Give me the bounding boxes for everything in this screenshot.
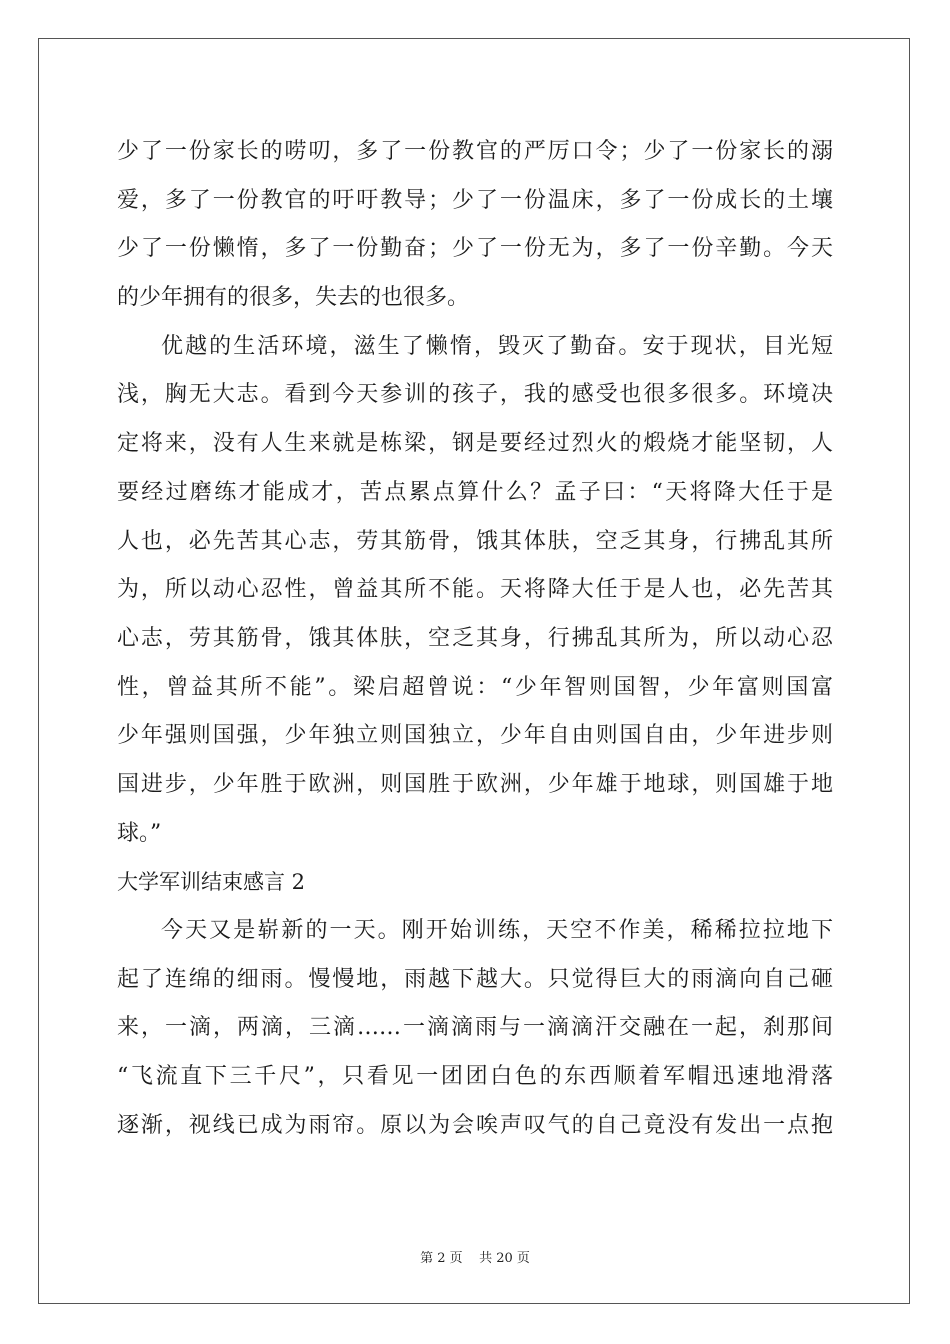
page-number-footer: 第 2 页 共 20 页: [420, 1251, 530, 1266]
text-line: 来，一滴，两滴，三滴……一滴滴雨与一滴滴汗交融在一起，刹那间: [117, 1015, 833, 1041]
text-line: 定将来，没有人生来就是栋梁，钢是要经过烈火的煅烧才能坚韧，人: [117, 431, 833, 457]
text-line: 逐渐，视线已成为雨帘。原以为会唉声叹气的自己竟没有发出一点抱: [117, 1112, 833, 1138]
text-line: 少了一份懒惰，多了一份勤奋；少了一份无为，多了一份辛勤。今天: [117, 236, 833, 262]
text-line: 爱，多了一份教官的吁吁教导；少了一份温床，多了一份成长的土壤: [117, 187, 833, 213]
text-line: 起了连绵的细雨。慢慢地，雨越下越大。只觉得巨大的雨滴向自己砸: [117, 966, 833, 992]
text-line: 少年强则国强，少年独立则国独立，少年自由则国自由，少年进步则: [117, 723, 833, 749]
text-line: “飞流直下三千尺”，只看见一团团白色的东西顺着军帽迅速地滑落: [117, 1064, 833, 1090]
text-line: 的少年拥有的很多，失去的也很多。: [117, 285, 470, 311]
text-line: 少了一份家长的唠叨，多了一份教官的严厉口令；少了一份家长的溺: [117, 139, 833, 164]
text-line: 为，所以动心忍性，曾益其所不能。天将降大任于是人也，必先苦其: [117, 577, 833, 603]
text-line: 球。”: [117, 820, 162, 846]
text-line: 人也，必先苦其心志，劳其筋骨，饿其体肤，空乏其身，行拂乱其所: [117, 528, 833, 554]
section-heading: 大学军训结束感言 2: [117, 870, 306, 895]
paragraph-start-line: 今天又是崭新的一天。刚开始训练，天空不作美，稀稀拉拉地下: [161, 918, 833, 943]
text-line: 心志，劳其筋骨，饿其体肤，空乏其身，行拂乱其所为，所以动心忍: [117, 625, 833, 651]
text-line: 国进步，少年胜于欧洲，则国胜于欧洲，少年雄于地球，则国雄于地: [117, 771, 833, 797]
document-body: [117, 128, 833, 1150]
text-line: 要经过磨练才能成才，苦点累点算什么？孟子曰：“天将降大任于是: [117, 479, 833, 505]
text-line: 性，曾益其所不能”。梁启超曾说：“少年智则国智，少年富则国富: [117, 674, 833, 700]
text-line: 浅，胸无大志。看到今天参训的孩子，我的感受也很多很多。环境决: [117, 382, 833, 408]
paragraph-start-line: 优越的生活环境，滋生了懒惰，毁灭了勤奋。安于现状，目光短: [161, 333, 833, 359]
